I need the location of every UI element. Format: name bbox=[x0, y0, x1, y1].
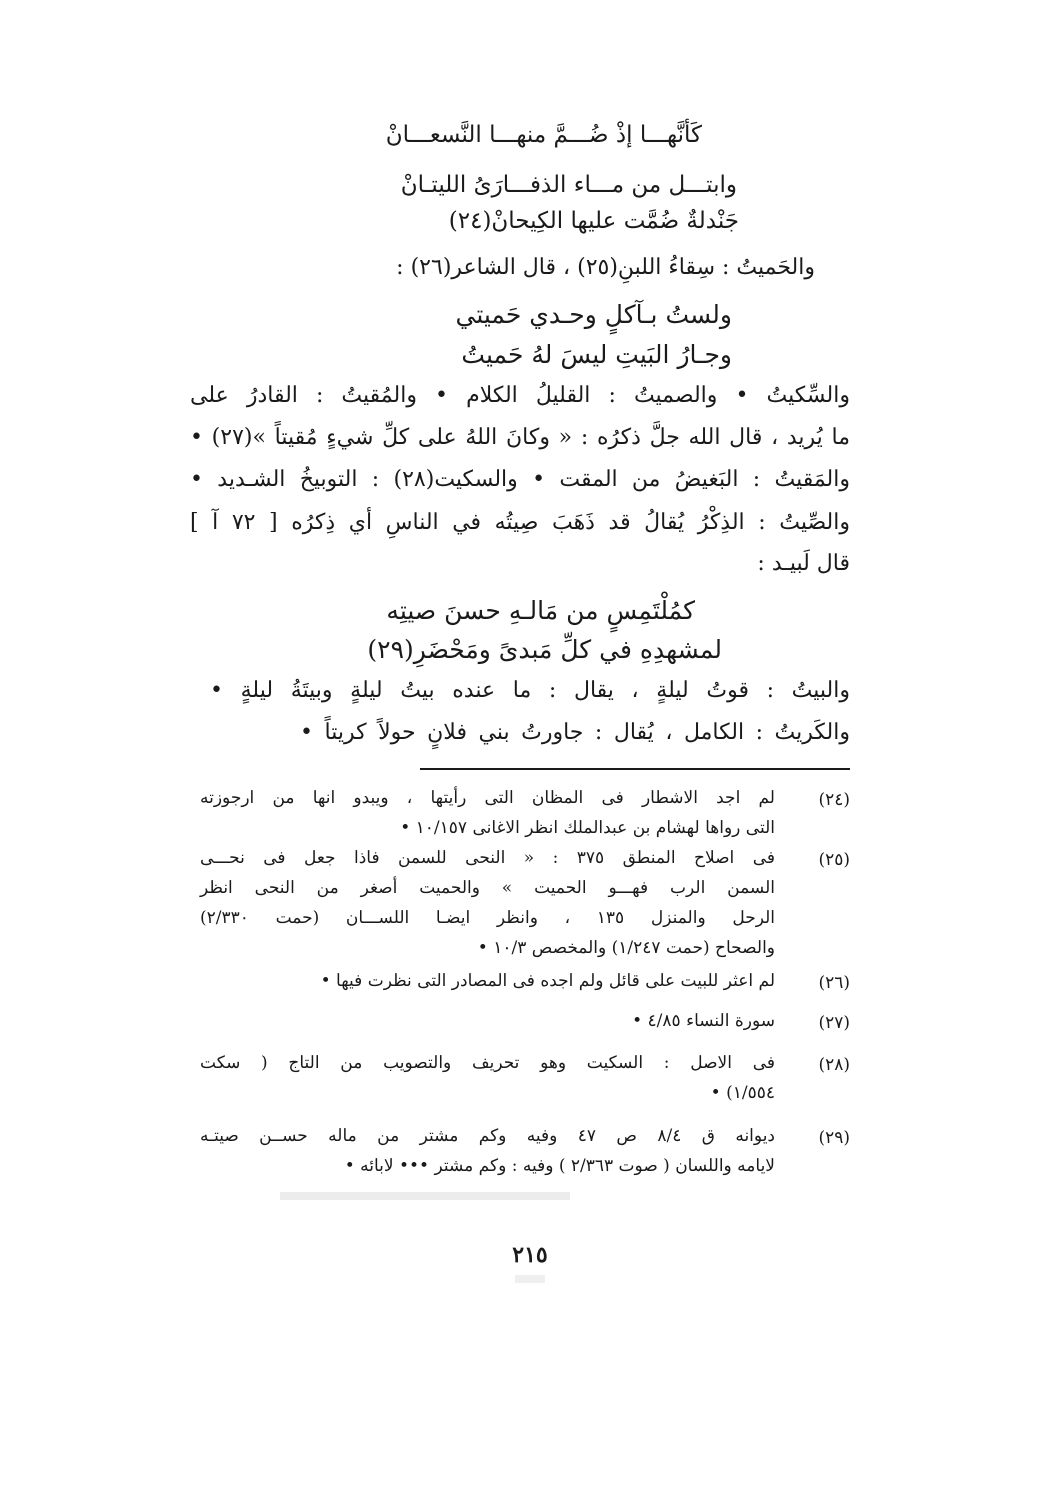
prose-line-8: ما يُريد ، قال الله جلَّ ذكرُه : « وكانَ اللهُ على كلِّ شيءٍ مُقيتاً »(٢٧) • bbox=[190, 425, 850, 450]
verse-line-1: كَأنَّهـــا إذْ ضُـــمَّ منهـــا النَّسعـــانْ bbox=[385, 122, 702, 148]
footnote-29-line-1: ديوانه ق ٨/٤ ص ٤٧ وفيه وكم مشتر من ماله حســن صيتـه bbox=[200, 1126, 775, 1146]
footnote-29-line-2: لايامه واللسان ( صوت ٢/٣٦٣ ) وفيه : وكم مشتر ••• لابائه • bbox=[344, 1156, 775, 1176]
footnote-separator bbox=[420, 768, 850, 770]
footnote-24-line-1: لم اجد الاشطار فى المظان التى رأيتها ، ويبدو انها من ارجوزته bbox=[200, 788, 775, 808]
scan-smudge-small bbox=[515, 1275, 545, 1283]
prose-line-14: والبيتُ : قوتُ ليلةٍ ، يقال : ما عنده بيتُ ليلةٍ وبيتَةُ ليلةٍ • bbox=[210, 678, 850, 703]
footnote-25-line-1: فى اصلاح المنطق ٣٧٥ : « النحى للسمن فاذا جعل فى نحـــى bbox=[200, 848, 775, 868]
footnote-28-line-2: ١/٥٥٤) • bbox=[710, 1083, 775, 1103]
verse-line-2: وابتـــل من مـــاء الذفـــارَىُ الليتـانْ bbox=[400, 172, 737, 198]
footnote-27-line-1: سورة النساء ٤/٨٥ • bbox=[632, 1011, 775, 1031]
verse-line-12: كمُلْتَمِسٍ من مَالـهِ حسنَ صيتِه bbox=[386, 596, 695, 625]
verse-line-3: جَنْدلةٌ ضُمَّت عليها الكِيحانْ(٢٤) bbox=[448, 208, 739, 234]
footnote-number-26: (٢٦) bbox=[818, 973, 850, 993]
footnote-25-line-2: السمن الرب فهـــو الحميت » والحميت أصغر من النحى انظر bbox=[200, 878, 775, 898]
footnote-25-line-3: الرحل والمنزل ١٣٥ ، وانظر ايضـا اللســـان (حمت ٢/٣٣٠) bbox=[200, 908, 775, 928]
scan-smudge bbox=[280, 1192, 570, 1200]
verse-line-5: ولستُ بـآكلٍ وحـدي حَميتي bbox=[455, 300, 732, 329]
footnote-26-line-1: لم اعثر للبيت على قائل ولم اجده فى المصادر التى نظرت فيها • bbox=[320, 971, 775, 991]
footnote-number-28: (٢٨) bbox=[818, 1055, 850, 1075]
prose-line-11: قال لَبيـد : bbox=[757, 551, 850, 576]
verse-line-6: وجـارُ البَيتِ ليسَ لهُ حَميتُ bbox=[461, 340, 732, 369]
prose-line-10: والصِّيتُ : الذِكْرُ يُقالُ قد ذَهَبَ صِيتُه في الناسِ أي ذِكرُه [ ٧٢ آ ] bbox=[190, 510, 850, 535]
footnote-number-27: (٢٧) bbox=[818, 1013, 850, 1033]
footnote-25-line-4: والصحاح (حمت ١/٢٤٧) والمخصص ١٠/٣ • bbox=[477, 938, 775, 958]
footnote-number-25: (٢٥) bbox=[818, 850, 850, 870]
prose-line-4: والحَميتُ : سِقاءُ اللبنِ(٢٥) ، قال الشاعر(٢٦) : bbox=[396, 255, 815, 280]
footnote-number-29: (٢٩) bbox=[818, 1128, 850, 1148]
footnote-28-line-1: فى الاصل : السكيت وهو تحريف والتصويب من التاج ( سكت bbox=[200, 1053, 775, 1073]
prose-line-9: والمَقيتُ : البَغيضُ من المقت • والسكيت(٢٨) : التوبيخُ الشـديد • bbox=[190, 467, 850, 492]
page-number: ٢١٥ bbox=[512, 1242, 548, 1268]
prose-line-15: والكَريتُ : الكامل ، يُقال : جاورتُ بني فلانٍ حولاً كريتاً • bbox=[300, 720, 850, 745]
footnote-number-24: (٢٤) bbox=[818, 790, 850, 810]
prose-line-7: والسِّكيتُ • والصميتُ : القليلُ الكلام • والمُقيتُ : القادرُ على bbox=[190, 383, 850, 408]
verse-line-13: لمشهدِهِ في كلِّ مَبدىً ومَحْضَرِ(٢٩) bbox=[367, 635, 722, 664]
footnote-24-line-2: التى رواها لهشام بن عبدالملك انظر الاغانى ١٠/١٥٧ • bbox=[400, 818, 775, 838]
